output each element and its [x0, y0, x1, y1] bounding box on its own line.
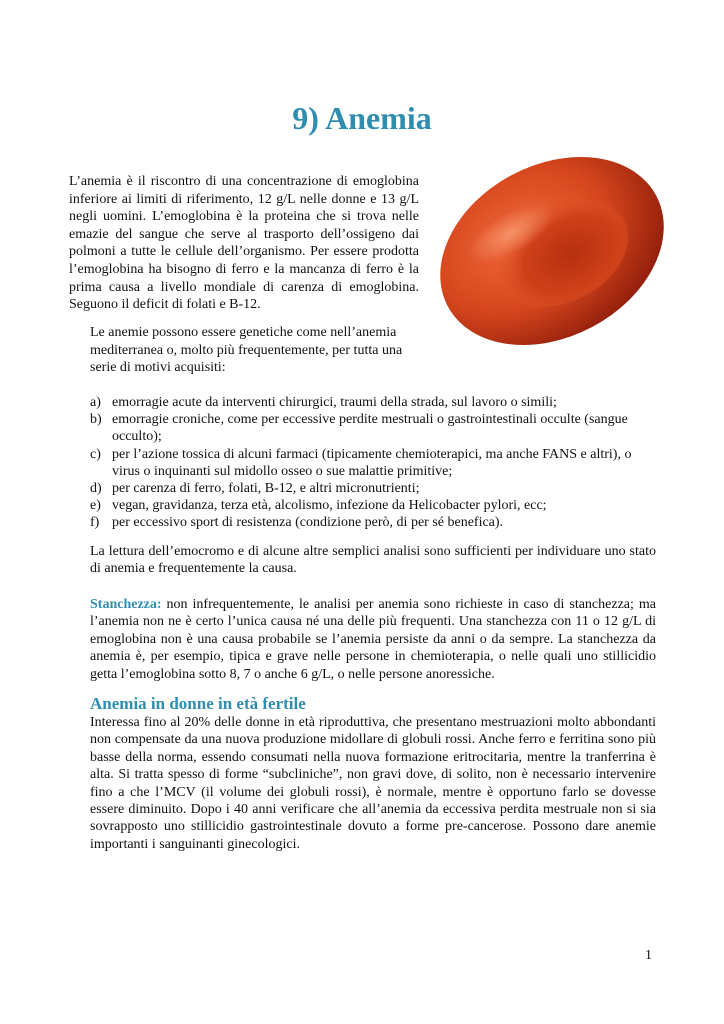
list-text: per l’azione tossica di alcuni farmaci (tipicamente chemioterapici, ma anche FANS e altri), o virus o inquinanti sul midollo osseo o sue malattie primitive;	[112, 446, 632, 479]
list-item	[90, 480, 658, 497]
list-item	[90, 394, 658, 411]
list-letter: f)	[90, 515, 100, 531]
list-item	[90, 411, 658, 445]
list-letter: d)	[90, 481, 102, 497]
list-letter: e)	[90, 498, 101, 514]
list-text: per carenza di ferro, folati, B-12, e altri micronutrienti;	[112, 481, 420, 497]
page-number: 1	[645, 948, 652, 963]
list-text: vegan, gravidanza, terza età, alcolismo, infezione da Helicobacter pylori, ecc;	[112, 498, 547, 514]
list-text: per eccessivo sport di resistenza (condizione però, di per sé benefica).	[112, 515, 504, 531]
list-letter: a)	[90, 395, 101, 410]
list-item	[90, 514, 658, 531]
list-text: emorragie croniche, come per eccessive perdite mestruali o gastrointestinali occulte (sangue occulto);	[112, 412, 628, 445]
list-text: emorragie acute da interventi chirurgici, traumi della strada, sul lavoro o simili;	[112, 395, 557, 410]
page-title: 9) Anemia	[292, 100, 432, 136]
fertile-paragraph: Interessa fino al 20% delle donne in età riproduttiva, che presentano mestruazioni molto abbondanti non compensate da una nuova produzione midollare di globuli rossi. Anche ferro e ferritina sono più basse della norma, essendo consumati nella nuova formazione eritrocitaria, mentre la tranferrina è alta. Si tratta spesso di forme “subcliniche”, non gravi dove, di solito, non è necessario intervenire fino a che l’MCV (il volume dei globuli rossi), è normale, mentre è opportuno farlo se dovesse essere diminuito. Dopo i 40 anni verificare che all’anemia da eccessiva perdita mestruale non si sia sovrapposto uno stillicidio gastrointestinale dovuto a forme pre-cancerose. Possono dare anemie importanti i sanguinanti ginecologici.	[90, 715, 656, 852]
causes-list	[90, 394, 658, 532]
section-heading-fertile: Anemia in donne in età fertile	[90, 694, 306, 713]
genetic-intro-paragraph: Le anemie possono essere genetiche come nell’anemia mediterranea o, molto più frequentemente, per tutta una serie di motivi acquisiti:	[90, 325, 403, 376]
stanchezza-paragraph	[90, 596, 656, 683]
intro-paragraph: L’anemia è il riscontro di una concentrazione di emoglobina inferiore ai limiti di riferimento, 12 g/L nelle donne e 13 g/L negli uomini. L’emoglobina è la proteina che si trova nelle emazie del sangue che serve al trasporto dell’ossigeno dai polmoni a tutte le cellule dell’organismo. Per essere prodotta l’emoglobina ha bisogno di ferro e la mancanza di ferro è la prima causa a livello mondiale di carenza di emoglobina. Seguono il deficit di folati e B-12.	[69, 174, 419, 313]
list-item	[90, 497, 658, 514]
list-letter: c)	[90, 446, 101, 462]
lettura-paragraph: La lettura dell’emocromo e di alcune altre semplici analisi sono sufficienti per individuare uno stato di anemia e frequentemente la causa.	[90, 544, 656, 577]
red-blood-cell-image	[432, 146, 672, 356]
stanchezza-label: Stanchezza:	[90, 597, 162, 612]
list-letter: b)	[90, 412, 102, 428]
stanchezza-text: non infrequentemente, le analisi per anemia sono richieste in caso di stanchezza; ma l’anemia non ne è certo l’unica causa né una delle più frequenti. Una stanchezza con 11 o 12 g/L di emoglobina non è una causa probabile se l’anemia persiste da anni o da sempre. La stanchezza da anemia è, per esempio, tipica e grave nelle persone in chemioterapia, o nelle quali uno stillicidio getta l’emoglobina sotto 8, 7 o anche 6 g/L, o nelle persone anoressiche.	[90, 597, 656, 682]
list-item	[90, 446, 658, 480]
